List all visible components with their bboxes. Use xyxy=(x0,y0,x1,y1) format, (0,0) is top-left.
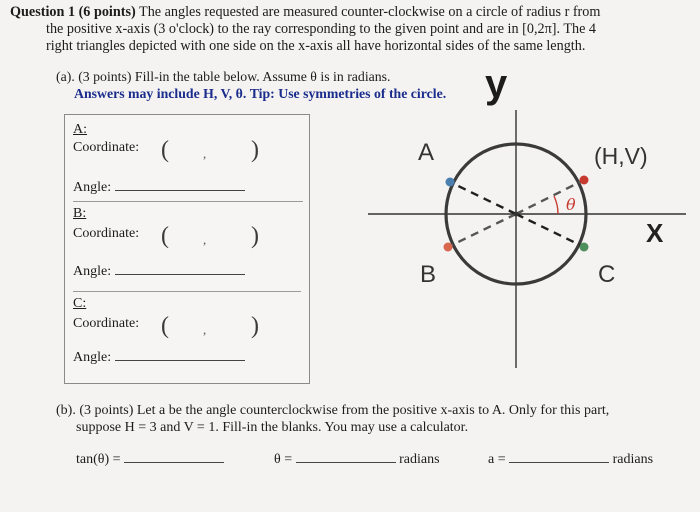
theta-answer: θ = radians xyxy=(274,452,440,467)
entry-b-angle-blank[interactable] xyxy=(115,274,245,275)
separator-b xyxy=(73,291,301,292)
entry-a-angle-blank[interactable] xyxy=(115,190,245,191)
label-b: B xyxy=(420,261,437,288)
question-line2: the positive x-axis (3 o'clock) to the ray corresponding to the given point and are in [0,2π]. The 4 xyxy=(46,21,597,37)
question-line1: The angles requested are measured counter-clockwise on a circle of radius r from xyxy=(135,4,601,20)
theta-blank[interactable] xyxy=(296,462,396,463)
entry-b-comma: , xyxy=(203,232,207,247)
point-a-dot xyxy=(446,178,455,187)
entry-c-open-paren: ( xyxy=(161,313,169,339)
entry-c-name: C: xyxy=(73,296,87,311)
origin-dot xyxy=(514,212,519,217)
part-a-header xyxy=(56,68,496,102)
part-b-line2: suppose H = 3 and V = 1. Fill-in the blanks. You may use a calculator. xyxy=(76,420,469,435)
point-b-dot xyxy=(444,243,453,252)
theta-arc xyxy=(554,196,558,214)
tan-blank[interactable] xyxy=(124,462,224,463)
entry-b-open-paren: ( xyxy=(161,223,169,249)
entry-a-angle: Angle: xyxy=(73,179,245,196)
entry-c-coordinate: Coordinate: xyxy=(73,316,140,331)
part-b-label: (b). (3 points) Let a be the angle counterclockwise from the positive x-axis to A. Only for this part, xyxy=(56,403,610,418)
theta-label: θ xyxy=(566,195,576,214)
part-a-label: (a). (3 points) Fill-in the table below. Assume θ is in radians. xyxy=(56,69,391,84)
part-b-header xyxy=(56,402,686,436)
y-axis-big-label: y xyxy=(485,62,508,106)
entry-c-angle-blank[interactable] xyxy=(115,360,245,361)
part-a-hint: Answers may include H, V, θ. Tip: Use symmetries of the circle. xyxy=(74,86,447,101)
entry-c-angle: Angle: xyxy=(73,349,245,366)
point-hv-dot xyxy=(580,176,589,185)
entry-a-name: A: xyxy=(73,122,87,137)
ray-b xyxy=(448,214,516,247)
question-header xyxy=(10,4,694,55)
label-hv: (H,V) xyxy=(594,143,648,169)
entry-b-name: B: xyxy=(73,206,87,221)
question-title: Question 1 (6 points) xyxy=(10,4,136,20)
entry-c-comma: , xyxy=(203,322,207,337)
answer-table xyxy=(64,114,310,384)
question-line3: right triangles depicted with one side on the x-axis all have horizontal sides of the same length. xyxy=(46,38,586,54)
entry-a-close-paren: ) xyxy=(251,137,259,163)
point-c-dot xyxy=(580,243,589,252)
ray-c xyxy=(516,214,584,247)
label-c: C xyxy=(598,261,616,288)
separator-a xyxy=(73,201,303,202)
a-answer: a = radians xyxy=(488,452,654,467)
entry-b-angle: Angle: xyxy=(73,263,245,280)
entry-a-open-paren: ( xyxy=(161,137,169,163)
entry-a-comma: , xyxy=(203,146,207,161)
a-blank[interactable] xyxy=(509,462,609,463)
label-a: A xyxy=(418,139,435,166)
entry-c-close-paren: ) xyxy=(251,313,259,339)
tan-answer: tan(θ) = xyxy=(76,452,224,468)
entry-b-coordinate: Coordinate: xyxy=(73,226,140,241)
ray-a xyxy=(450,182,516,214)
entry-a-coordinate: Coordinate: xyxy=(73,140,140,155)
x-axis-label: X xyxy=(646,218,664,248)
entry-b-close-paren: ) xyxy=(251,223,259,249)
unit-circle-figure xyxy=(368,110,688,370)
